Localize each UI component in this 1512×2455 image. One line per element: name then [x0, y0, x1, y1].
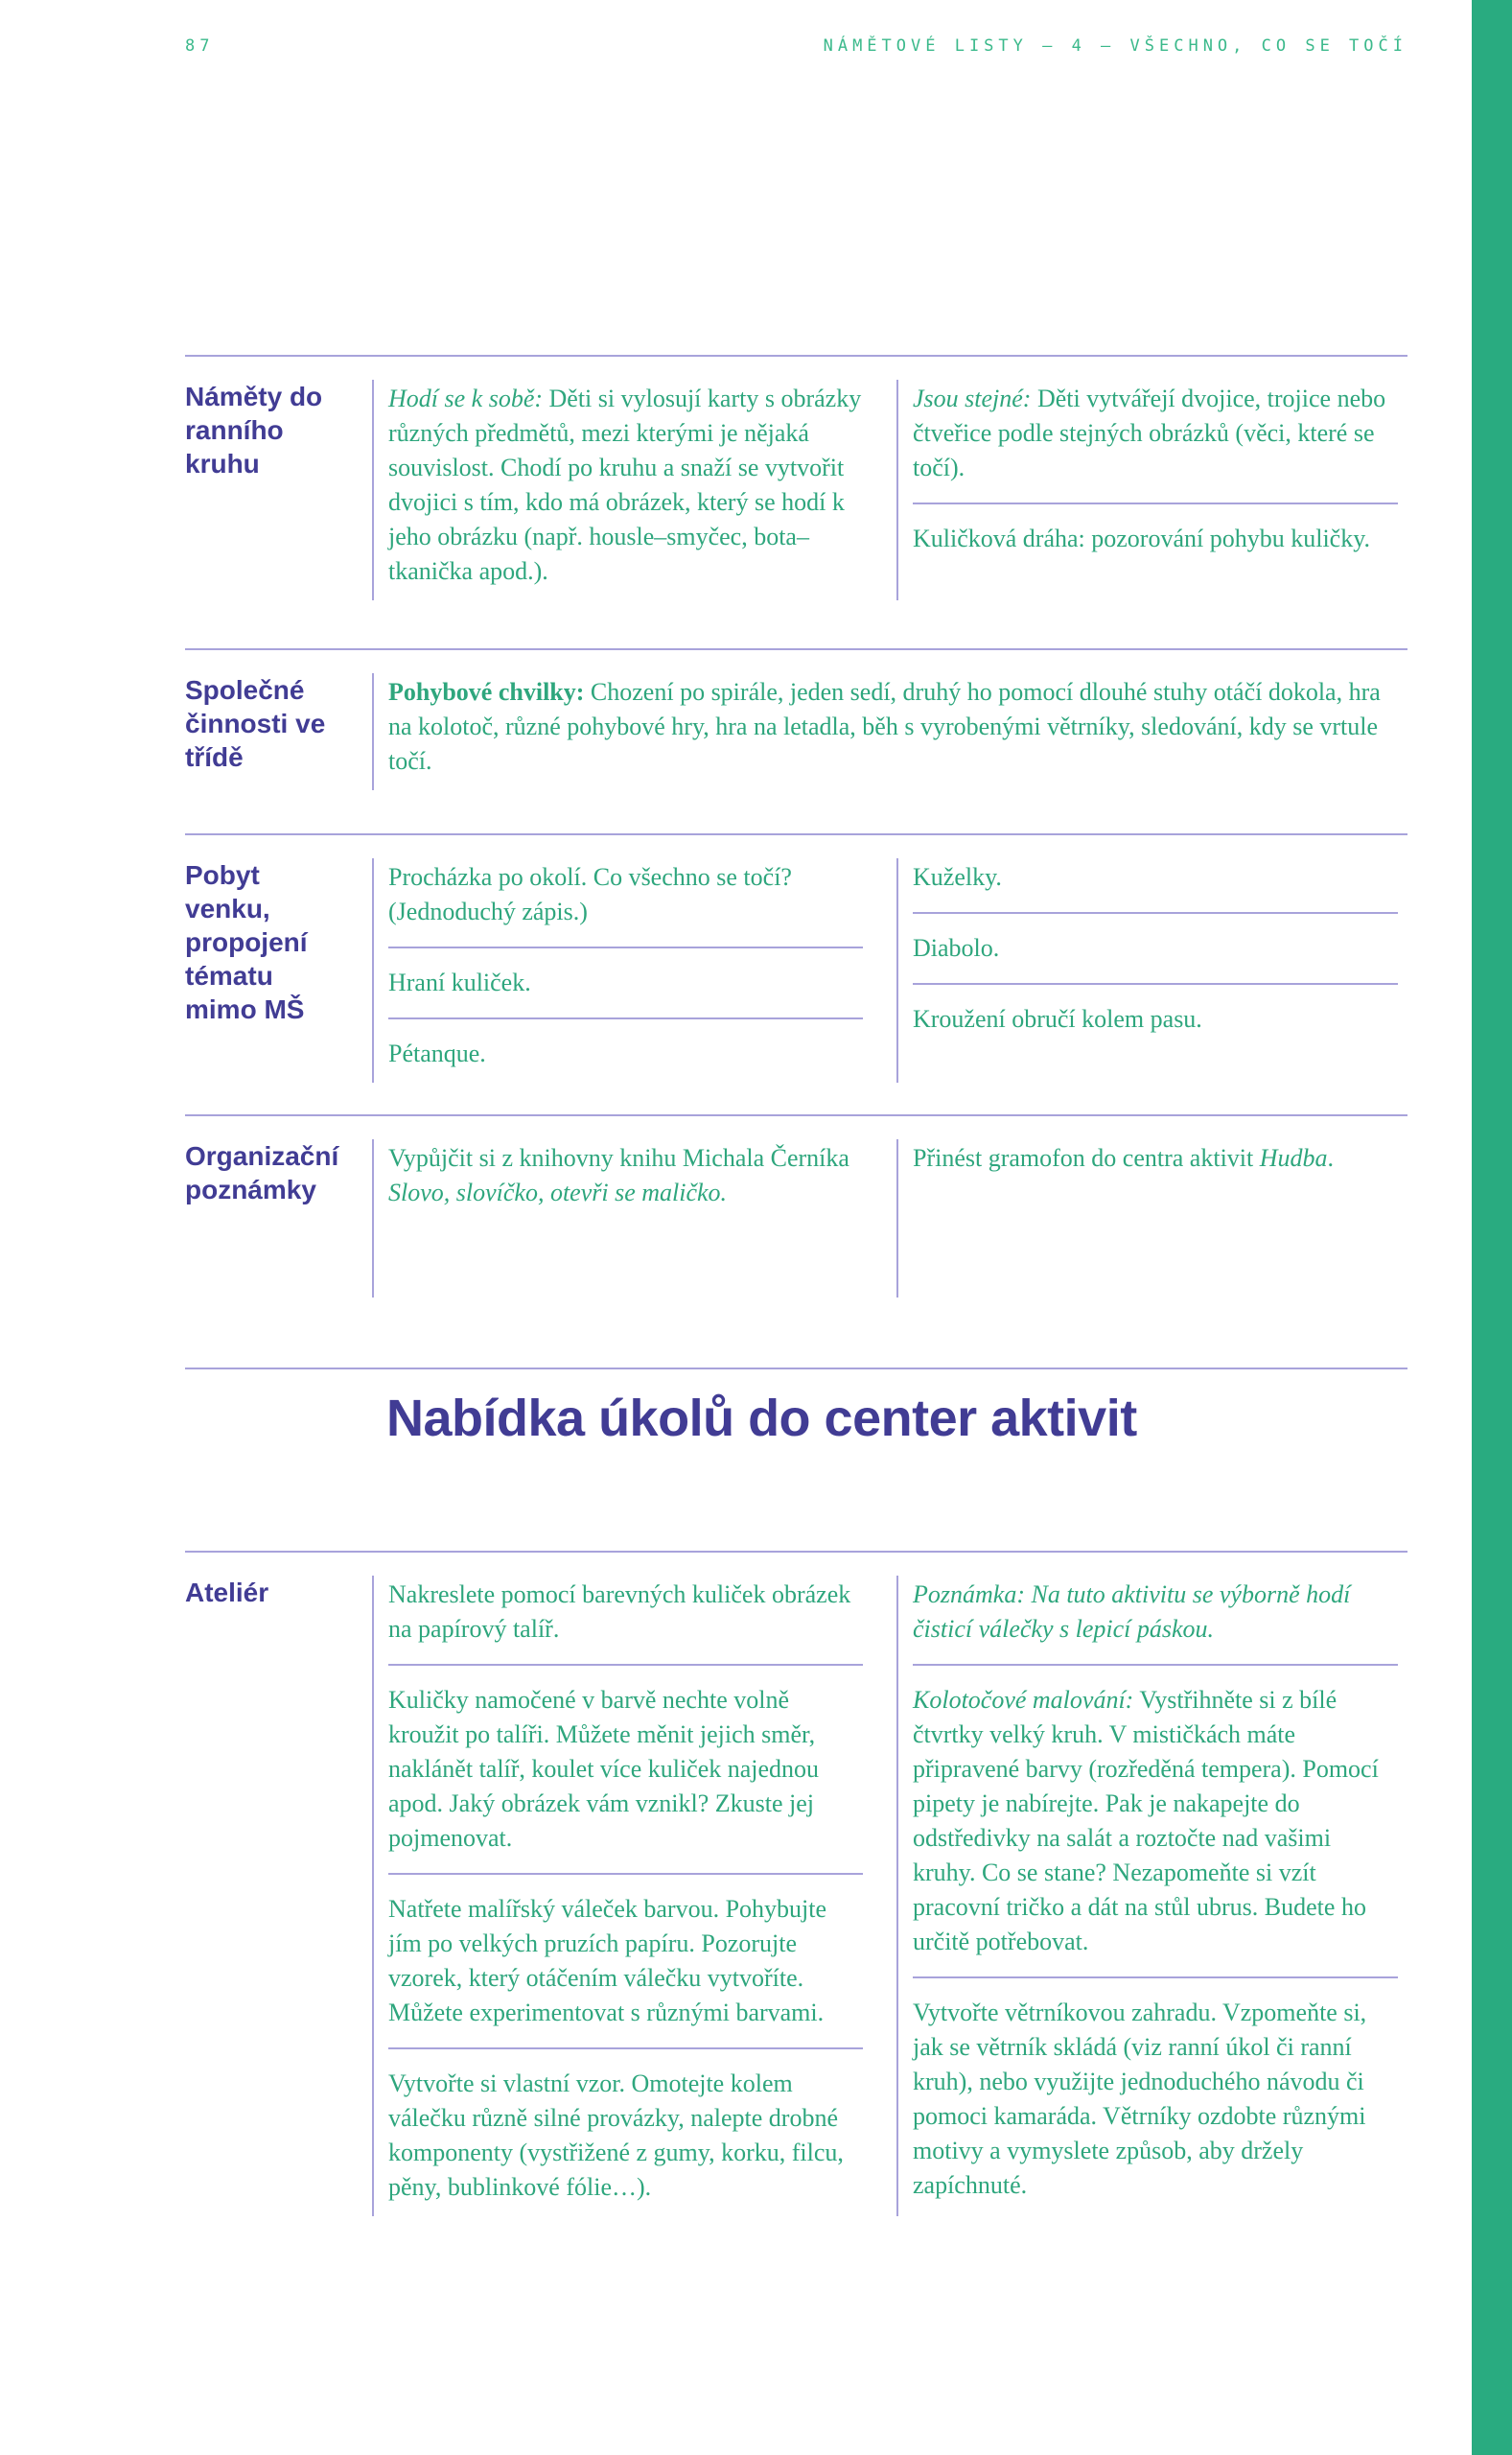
text-block: Kuličková dráha: pozorování pohybu kuličky.: [913, 503, 1398, 556]
block-text: Vypůjčit si z knihovny knihu Michala Černíka: [388, 1144, 849, 1172]
block-text: Přinést gramofon do centra aktivit: [913, 1144, 1260, 1172]
text-block: Vytvořte větrníkovou zahradu. Vzpomeňte si, jak se větrník skládá (viz ranní úkol či ranní kruh), nebo využijte jednoduchého návodu či pomoci kamaráda. Větrníky ozdobte různými motivy a vymyslete způsob, aby držely zapíchnuté.: [913, 1976, 1398, 2203]
text-column: [896, 858, 1407, 1083]
section-label: Pobyt venku, propojení tématu mimo MŠ: [185, 860, 308, 1024]
section-label: Ateliér: [185, 1578, 269, 1607]
section-label: Náměty do ranního kruhu: [185, 382, 323, 479]
text-column: [896, 1576, 1407, 2216]
text-block: Vytvořte si vlastní vzor. Omotejte kolem válečku různě silné provázky, nalepte drobné komponenty (vystřižené z gumy, korku, filcu, pěny, bublinkové fólie…).: [388, 2047, 863, 2205]
text-block: Natřete malířský váleček barvou. Pohybujte jím po velkých pruzích papíru. Pozorujte vzorek, který otáčením válečku vytvoříte. Můžete experimentovat s různými barvami.: [388, 1873, 863, 2030]
page-content: [185, 355, 1407, 2245]
italic-lead: Hodí se k sobě:: [388, 385, 544, 412]
italic-title: Slovo, slovíčko, otevři se maličko.: [388, 1179, 728, 1206]
text-column: [372, 858, 896, 1083]
text-block: Hraní kuliček.: [388, 947, 863, 1000]
text-block: Procházka po okolí. Co všechno se točí? (Jednoduchý zápis.): [388, 863, 792, 925]
block-text: Děti si vylosují karty s obrázky různých předmětů, mezi kterými je nějaká souvislost. Chodí po kruhu a snaží se vytvořit dvojici s tím, kdo má obrázek, který se hodí k jeho obrázku (např. housle–smyčec, bota–tkanička apod.).: [388, 385, 862, 585]
text-column: [372, 380, 896, 600]
text-column: [372, 1139, 896, 1298]
text-block: [388, 675, 1398, 779]
bold-lead: Pohybové chvilky:: [388, 678, 585, 706]
section-pobyt-venku: [185, 833, 1407, 1114]
italic-lead: Jsou stejné:: [913, 385, 1032, 412]
text-block: [388, 382, 863, 589]
text-block: [913, 1664, 1398, 1959]
italic-lead: Kolotočové malování:: [913, 1686, 1134, 1714]
section-label: Společné činnosti ve třídě: [185, 675, 326, 772]
text-block: [913, 382, 1398, 485]
text-block: [913, 1141, 1398, 1176]
running-header-title: NÁMĚTOVÉ LISTY – 4 – VŠECHNO, CO SE TOČÍ: [823, 36, 1407, 56]
italic-title: Hudba: [1259, 1144, 1328, 1172]
block-text: .: [1327, 1144, 1335, 1172]
text-column: [896, 380, 1407, 600]
page-heading: Nabídka úkolů do center aktivit: [386, 1390, 1137, 1447]
block-text: Děti vytvářejí dvojice, trojice nebo čtveřice podle stejných obrázků (věci, které se točí).: [913, 385, 1386, 481]
text-block: Pétanque.: [388, 1017, 863, 1071]
section-spolecne-cinnosti: [185, 648, 1407, 833]
text-column: [896, 1139, 1407, 1298]
text-block: Nakreslete pomocí barevných kuliček obrázek na papírový talíř.: [388, 1580, 851, 1643]
text-block: Kroužení obručí kolem pasu.: [913, 983, 1398, 1037]
block-text: Vystřihněte si z bílé čtvrtky velký kruh. V mističkách máte připravené barvy (rozředěná tempera). Pomocí pipety je nabírejte. Pak je nakapejte do odstředivky na salát a roztočte nad vašimi kruhy. Co se stane? Nezapomeňte si vzít pracovní tričko a dát na stůl ubrus. Budete ho určitě potřebovat.: [913, 1686, 1379, 1955]
text-block: Kuželky.: [913, 863, 1002, 891]
section-organizacni-poznamky: [185, 1114, 1407, 1368]
text-column: [372, 673, 1407, 790]
heading-row: [185, 1368, 1407, 1551]
block-text: Chození po spirále, jeden sedí, druhý ho pomocí dlouhé stuhy otáčí dokola, hra na kolotoč, různé pohybové hry, hra na letadla, běh s vyrobenými větrníky, sledování, kdy se vrtule točí.: [388, 678, 1381, 775]
section-label: Organizační poznámky: [185, 1141, 339, 1204]
text-block: Poznámka: Na tuto aktivitu se výborně hodí čisticí válečky s lepicí páskou.: [913, 1580, 1351, 1643]
text-block: Kuličky namočené v barvě nechte volně kroužit po talíři. Můžete měnit jejich směr, naklánět talíř, koulet více kuliček najednou apod. Jaký obrázek vám vznikl? Zkuste jej pojmenovat.: [388, 1664, 863, 1856]
text-block: [388, 1141, 863, 1210]
page-edge-accent-bar: [1472, 0, 1512, 2455]
section-atelier: [185, 1551, 1407, 2245]
section-namety-do-ranniho-kruhu: [185, 355, 1407, 648]
running-header: [185, 36, 1407, 56]
text-column: [372, 1576, 896, 2216]
page-number: 87: [185, 36, 215, 56]
text-block: Diabolo.: [913, 912, 1398, 966]
